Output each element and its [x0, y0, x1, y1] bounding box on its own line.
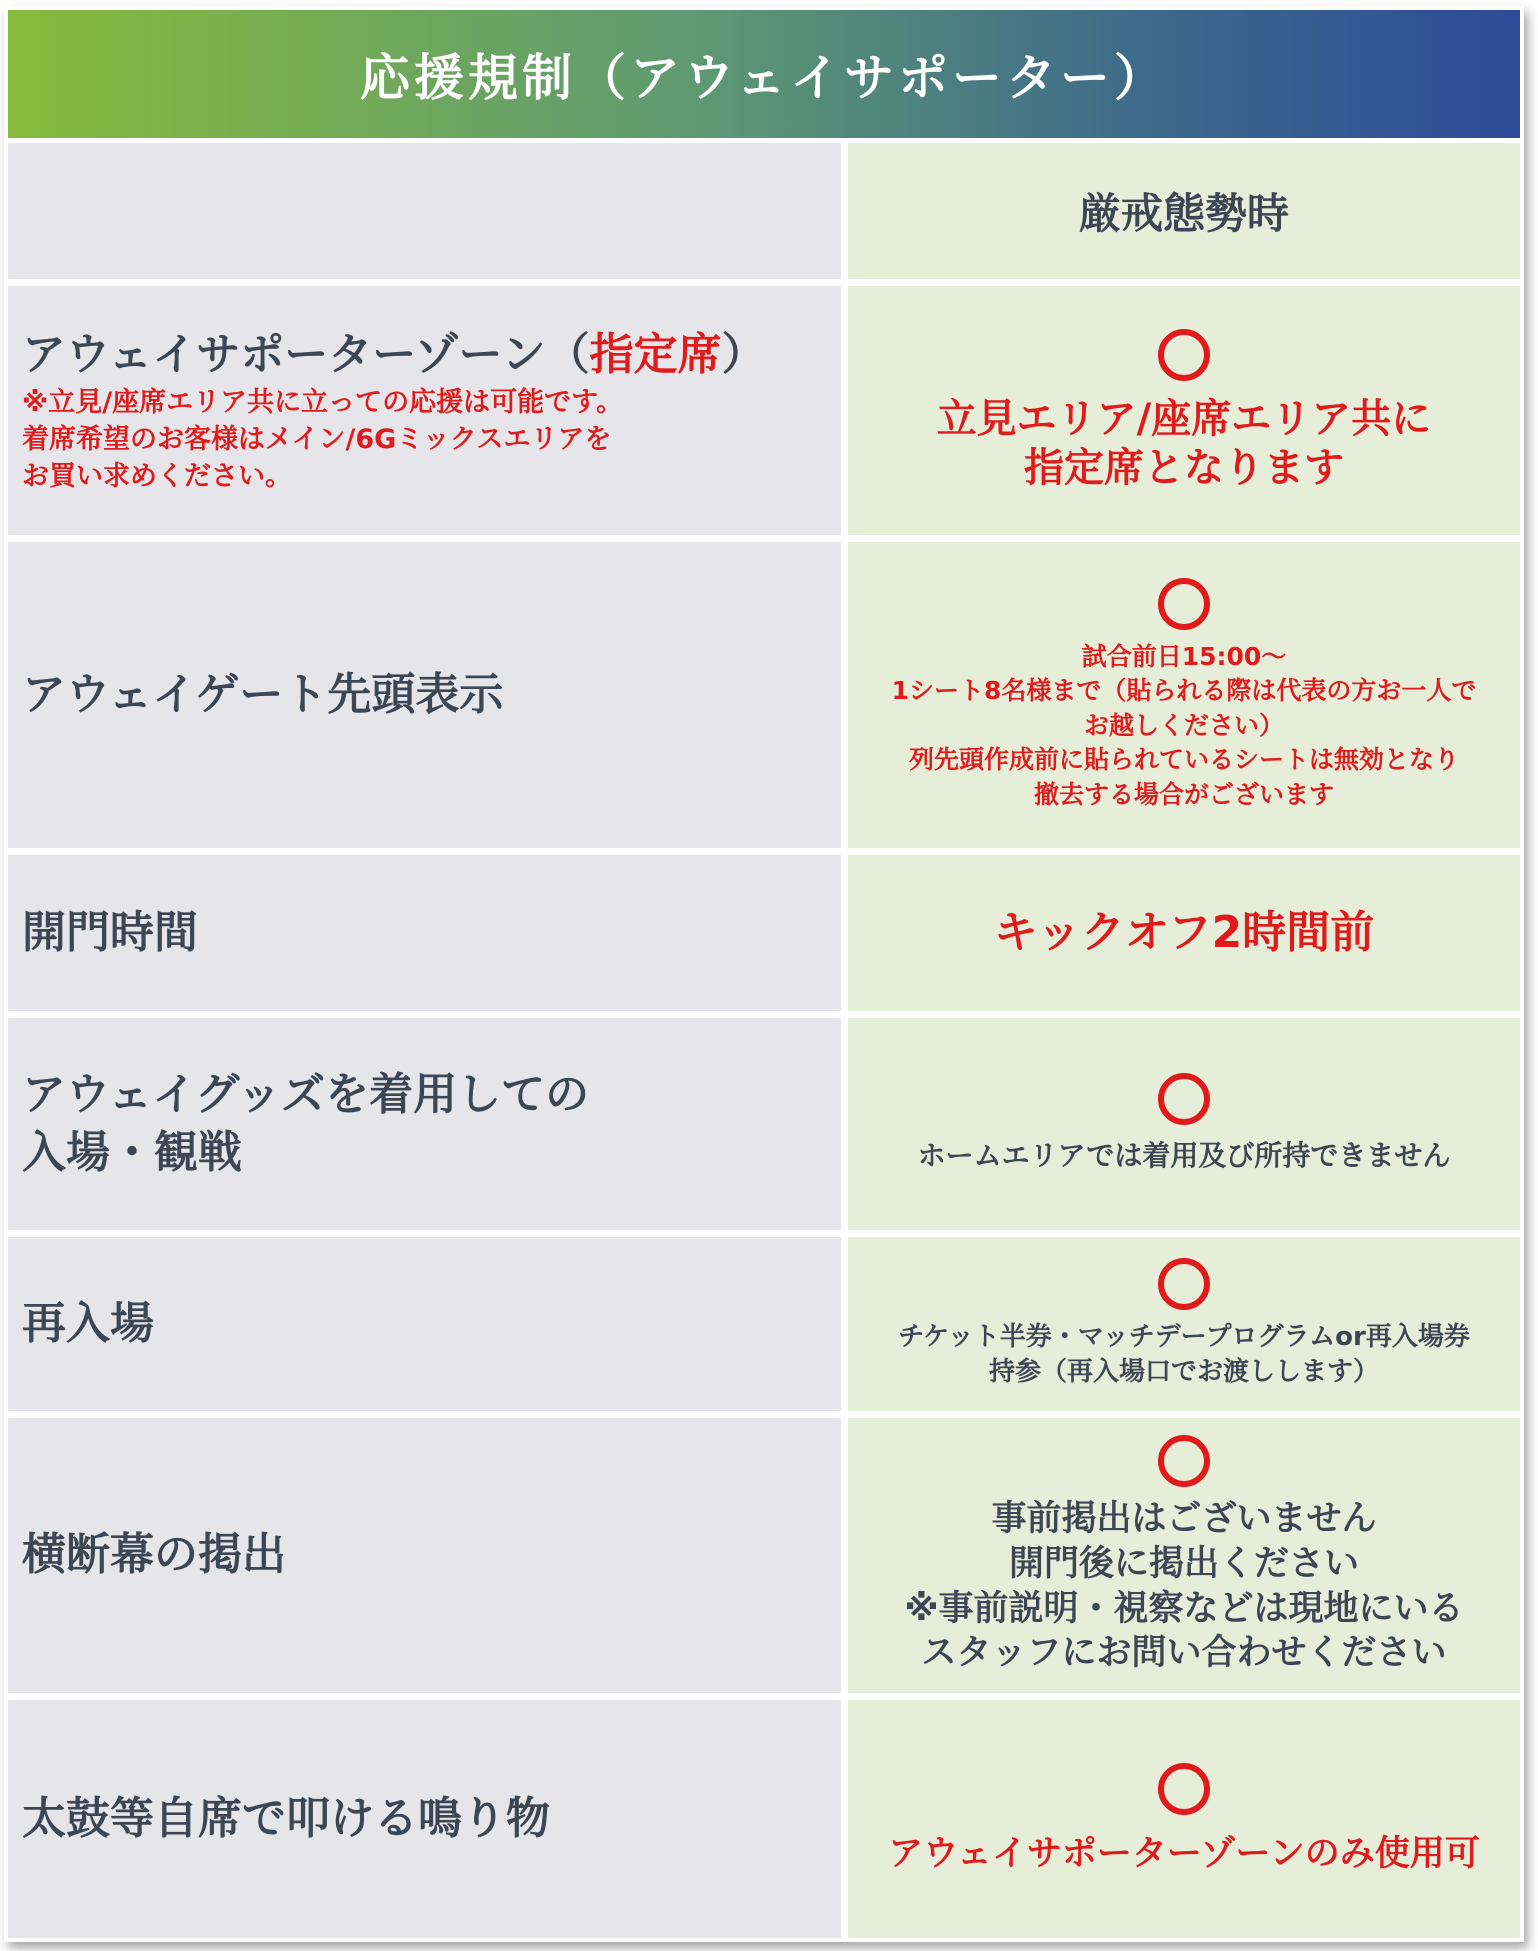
row-label-cell — [8, 1418, 841, 1693]
page-title: 応援規制（アウェイサポーター） — [8, 10, 1520, 138]
row-label: 開門時間 — [22, 906, 198, 958]
row-label-cell — [8, 542, 841, 848]
allowed-circle-icon — [1158, 1435, 1210, 1487]
regulation-table — [4, 6, 1524, 1942]
header-left-cell — [8, 143, 841, 279]
row-value: キックオフ2時間前 — [993, 907, 1375, 959]
table-row-away-goods — [8, 1018, 1520, 1230]
row-label: 太鼓等自席で叩ける鳴り物 — [22, 1792, 550, 1844]
row-label-cell — [8, 286, 841, 535]
row-value-cell — [848, 1237, 1520, 1411]
allowed-circle-icon — [1158, 329, 1210, 381]
row-value: 試合前日15:00〜 1シート8名様まで（貼られる際は代表の方お一人で お越しください） 列先頭作成前に貼られているシートは無効となり 撤去する場合がございます — [891, 641, 1477, 809]
row-value: チケット半券・マッチデープログラムor再入場券 持参（再入場口でお渡しします） — [898, 1321, 1470, 1387]
allowed-circle-icon — [1158, 1073, 1210, 1125]
row-value-cell — [848, 1018, 1520, 1230]
allowed-circle-icon — [1158, 1763, 1210, 1815]
row-label: 再入場 — [22, 1297, 154, 1349]
row-label-cell — [8, 1237, 841, 1411]
table-row-gate-open — [8, 855, 1520, 1011]
row-value: アウェイサポーターゾーンのみ使用可 — [888, 1833, 1480, 1874]
row-label: アウェイゲート先頭表示 — [22, 668, 504, 720]
table-row-banners — [8, 1418, 1520, 1693]
row-value-cell — [848, 542, 1520, 848]
allowed-circle-icon — [1158, 1258, 1210, 1310]
reserved-seat-highlight: 指定席 — [589, 328, 722, 380]
row-value-cell — [848, 1418, 1520, 1693]
table-row-reentry — [8, 1237, 1520, 1411]
row-label-cell — [8, 1018, 841, 1230]
row-label: 横断幕の掲出 — [22, 1529, 286, 1581]
row-label: アウェイグッズを着用しての 入場・観戦 — [22, 1068, 590, 1178]
allowed-circle-icon — [1158, 578, 1210, 630]
row-value: 事前掲出はございません 開門後に掲出ください ※事前説明・視察などは現地にいる スタッフにお問い合わせください — [904, 1498, 1464, 1674]
header-row — [8, 143, 1520, 279]
row-label: アウェイサポーターゾーン（指定席） — [22, 328, 766, 380]
header-right-cell — [848, 143, 1520, 279]
row-note: ※立見/座席エリア共に立っての応援は可能です。 着席希望のお客様はメイン/6Gミックスエリアを お買い求めください。 — [22, 386, 623, 493]
row-value-cell — [848, 855, 1520, 1011]
condition-heading: 厳戒態勢時 — [1078, 189, 1289, 238]
row-label-cell — [8, 1700, 841, 1938]
row-value-cell — [848, 286, 1520, 535]
table-row-gate-queue — [8, 542, 1520, 848]
row-value: 立見エリア/座席エリア共に 指定席となります — [936, 395, 1432, 491]
row-label-cell — [8, 855, 841, 1011]
table-row-drums — [8, 1700, 1520, 1938]
row-value: ホームエリアでは着用及び所持できません — [917, 1138, 1451, 1172]
row-value-cell — [848, 1700, 1520, 1938]
table-row-away-zone — [8, 286, 1520, 535]
